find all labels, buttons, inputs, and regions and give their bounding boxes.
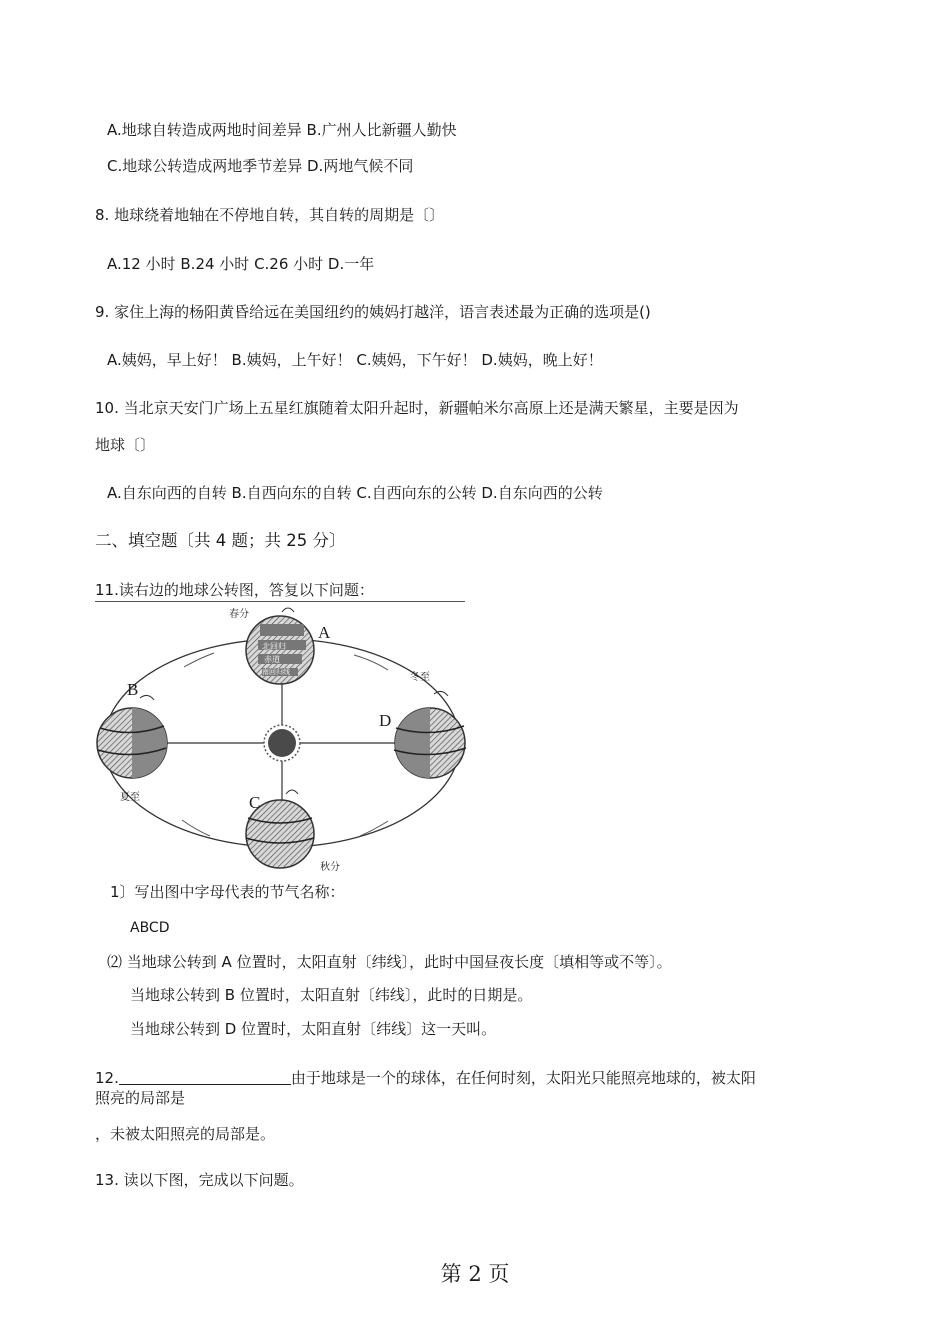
q10-stem-line2: 地球〔〕 (95, 436, 156, 454)
q13-stem: 13. 读以下图，完成以下问题。 (95, 1171, 304, 1189)
q12-text-line1: 由于地球是一个的球体，在任何时刻，太阳光只能照亮地球的，被太阳 (290, 1069, 756, 1087)
q10-options: A.自东向西的自转 B.自西向东的自转 C.自西向东的公转 D.自东向西的公转 (107, 484, 603, 502)
label-chunfen: 春分 (229, 609, 249, 620)
label-xiazhi: 夏至 (120, 792, 140, 803)
section2-heading: 二、填空题〔共 4 题；共 25 分〕 (95, 531, 346, 550)
q12-text-line3: ，未被太阳照亮的局部是。 (95, 1125, 276, 1143)
q11-sub1-answer: ABCD (130, 920, 170, 936)
letter-c: C (249, 793, 261, 812)
q11-sub2-line3: 当地球公转到 D 位置时，太阳直射〔纬线〕这一天叫。 (130, 1020, 497, 1038)
q12-answer-blank (119, 1068, 291, 1085)
sun-icon (264, 725, 300, 761)
q12-number: 12. (95, 1069, 119, 1087)
q10-stem-line1: 10. 当北京天安门广场上五星红旗随着太阳升起时，新疆帕米尔高原上还是满天繁星，主要是因为 (95, 399, 739, 417)
q9-options: A.姨妈，早上好！ B.姨妈，上午好！ C.姨妈，下午好！ D.姨妈，晚上好！ (107, 351, 603, 369)
q8-stem: 8. 地球绕着地轴在不停地自转，其自转的周期是〔〕 (95, 206, 445, 224)
globe-d (394, 691, 466, 778)
q9-stem: 9. 家住上海的杨阳黄昏给远在美国纽约的姨妈打越洋，语言表述最为正确的选项是() (95, 303, 651, 321)
q11-sub2-line1: ⑵ 当地球公转到 A 位置时，太阳直射〔纬线〕，此时中国昼夜长度〔填相等或不等〕。 (107, 953, 672, 971)
label-dongzhi: 冬至 (410, 672, 430, 683)
q11-sub1: 1〕写出图中字母代表的节气名称： (110, 883, 345, 901)
q12-line1 (95, 1068, 756, 1088)
earth-revolution-diagram (92, 600, 477, 875)
q7-options-cd: C.地球公转造成两地季节差异 D.两地气候不同 (107, 157, 414, 175)
letter-d: D (379, 711, 392, 730)
globe-a (246, 608, 314, 684)
letter-a: A (318, 623, 331, 642)
globe-b (97, 695, 167, 778)
q11-sub2-line2: 当地球公转到 B 位置时，太阳直射〔纬线〕，此时的日期是。 (130, 986, 533, 1004)
q8-options: A.12 小时 B.24 小时 C.26 小时 D.一年 (107, 255, 375, 273)
q12-text-line2: 照亮的局部是 (95, 1089, 186, 1107)
q7-options-ab: A.地球自转造成两地时间差异 B.广州人比新疆人勤快 (107, 121, 457, 139)
label-qiufen: 秋分 (320, 862, 340, 873)
globe-text-beihuigui: 北回归 (262, 642, 286, 651)
globe-text-chidao: 赤道 (264, 655, 280, 664)
globe-text-nanhuigui: 南回归线 (262, 668, 290, 676)
q11-title: 11.读右边的地球公转图，答复以下问题： (95, 580, 465, 602)
letter-b: B (127, 680, 139, 699)
page-footer: 第 2 页 (440, 1262, 510, 1286)
